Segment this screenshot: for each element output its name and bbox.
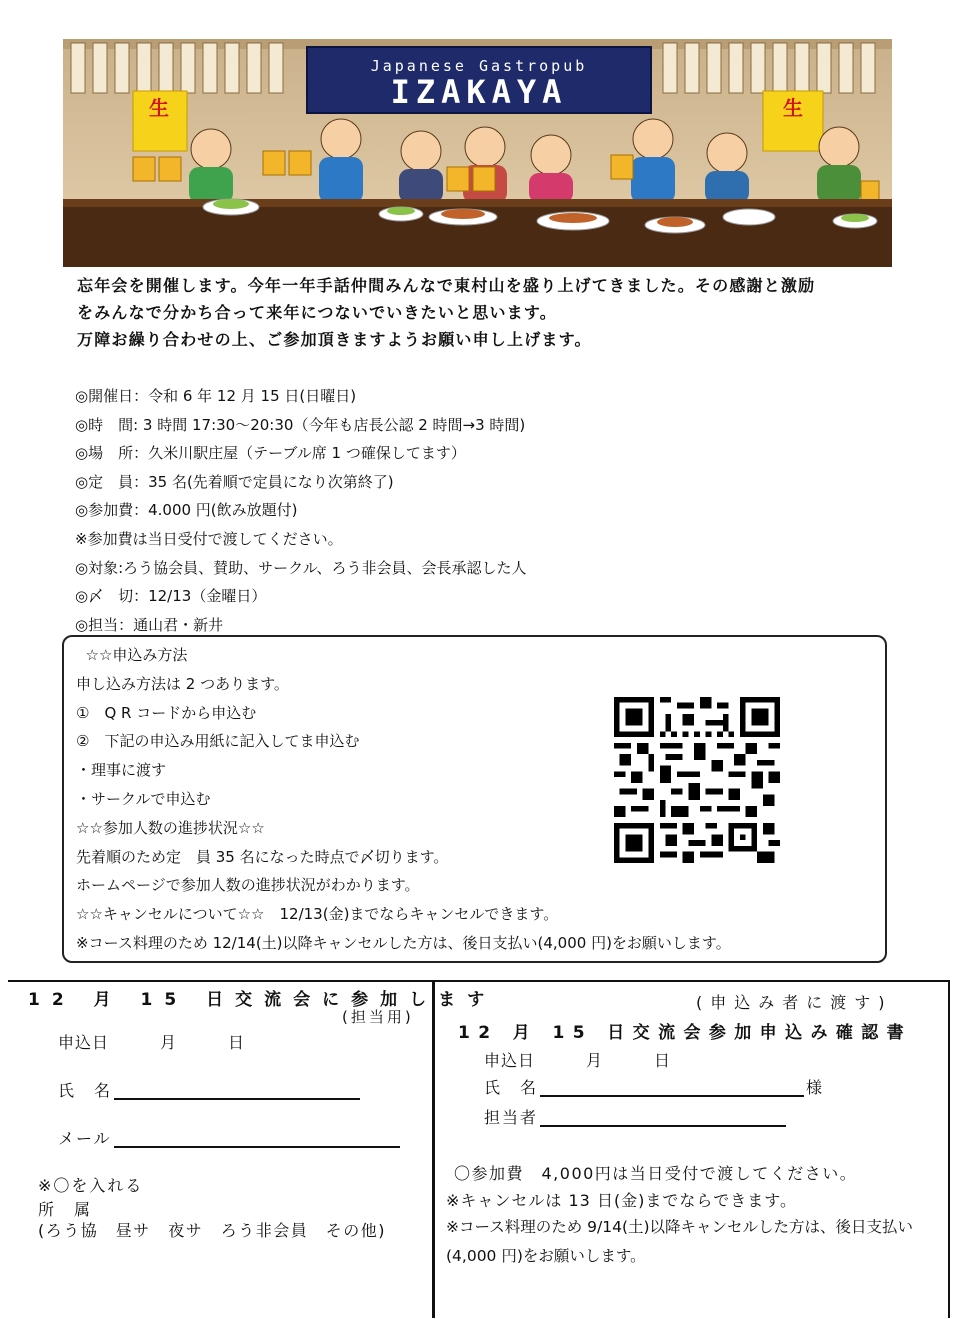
right-name-label: 氏 名 [484,1078,539,1097]
left-affil-note: ※〇を入れる [38,1176,144,1195]
beer-sign-left: 生 [149,96,169,120]
event-details [75,382,895,639]
cancel-note: ※コース料理のため 12/14(土)以降キャンセルした方は、後日支払い(4,000 円)をお願いします。 [76,933,731,952]
right-cancel-note: ※キャンセルは 13 日(金)までならできます。 [446,1191,797,1210]
detail-deadline: ◎〆 切：12/13（金曜日） [75,587,267,606]
left-date-field[interactable]: 申込日 月 日 [58,1033,246,1052]
right-staff-field[interactable] [540,1125,786,1127]
method-line: ・理事に渡す [76,761,167,780]
intro-line: をみんなで分かち合って来年につないでいきたいと思います。 [77,303,558,322]
right-date-field[interactable]: 申込日 月 日 [484,1051,672,1070]
left-affil-label: 所 属 [38,1200,93,1219]
right-fee-note: 〇参加費 4,000円は当日受付で渡してください。 [454,1164,858,1183]
left-form-subtitle: (担当用) [342,1008,414,1026]
detail-place: ◎場 所：久米川駅庄屋（テーブル席 1 つ確保してます） [75,444,466,463]
detail-target: ◎対象:ろう協会員、賛助、サークル、ろう非会員、会長承認した人 [75,558,527,577]
method-heading: ☆☆申込み方法 [76,646,188,664]
method-line: ホームページで参加人数の進捗状況がわかります。 [76,876,420,895]
method-line: ・サークルで申込む [76,789,211,808]
progress-heading: ☆☆参加人数の進捗状況☆☆ [76,818,265,837]
detail-time: ◎時 間: 3 時間 17:30～20:30（今年も店長公認 2 時間→3 時間) [75,415,526,434]
banner-title: IZAKAYA [390,73,568,111]
right-course-note-cont: (4,000 円)をお願いします。 [446,1247,646,1265]
right-course-note: ※コース料理のため 9/14(土)以降キャンセルした方は、後日支払い [446,1218,914,1236]
left-affil-options[interactable]: (ろう協 昼サ 夜サ ろう非会員 その他) [38,1221,386,1240]
left-name-label: 氏 名 [58,1081,113,1100]
left-mail-field[interactable] [114,1146,400,1148]
application-method-box [62,635,887,963]
left-name-field[interactable] [114,1098,360,1100]
intro-text [77,272,897,353]
method-line: ① Q R コードから申込む [76,703,257,722]
qr-code[interactable] [614,697,780,863]
detail-fee-note: ※参加費は当日受付で渡してください。 [75,529,343,548]
method-line: 申し込み方法は 2 つあります。 [76,674,289,693]
method-line: ② 下記の申込み用紙に記入してま申込む [76,732,360,751]
beer-sign-right: 生 [783,96,803,120]
right-form-header: (申込み者に渡す) [696,993,893,1012]
intro-line: 忘年会を開催します。今年一年手話仲間みんなで東村山を盛り上げてきました。その感謝と激励 [77,276,816,295]
left-mail-label: メール [58,1129,112,1148]
right-form-title: 12 月 15 日交流会参加申込み確認書 [458,1023,913,1043]
detail-date: ◎開催日：令和 6 年 12 月 15 日(日曜日) [75,387,357,405]
method-line: 先着順のため定 員 35 名になった時点で〆切ります。 [76,847,449,866]
right-staff-label: 担当者 [484,1108,539,1127]
cancel-heading: ☆☆キャンセルについて☆☆ 12/13(金)までならキャンセルできます。 [76,905,559,924]
form-divider [432,980,435,1318]
right-name-suffix: 様 [806,1078,823,1097]
detail-capacity: ◎定 員：35 名(先着順で定員になり次第終了) [75,472,394,491]
izakaya-illustration [63,39,892,267]
intro-line: 万障お繰り合わせの上、ご参加頂きますようお願い申し上げます。 [77,330,592,349]
left-form-title: 12 月 15 日交流会に参加します [28,990,497,1010]
detail-fee: ◎参加費：4.000 円(飲み放題付) [75,501,298,520]
banner-subtitle: Japanese Gastropub [370,57,588,75]
izakaya-banner [63,39,892,267]
right-name-field[interactable] [540,1095,804,1097]
detail-staff: ◎担当：通山君・新井 [75,615,224,634]
